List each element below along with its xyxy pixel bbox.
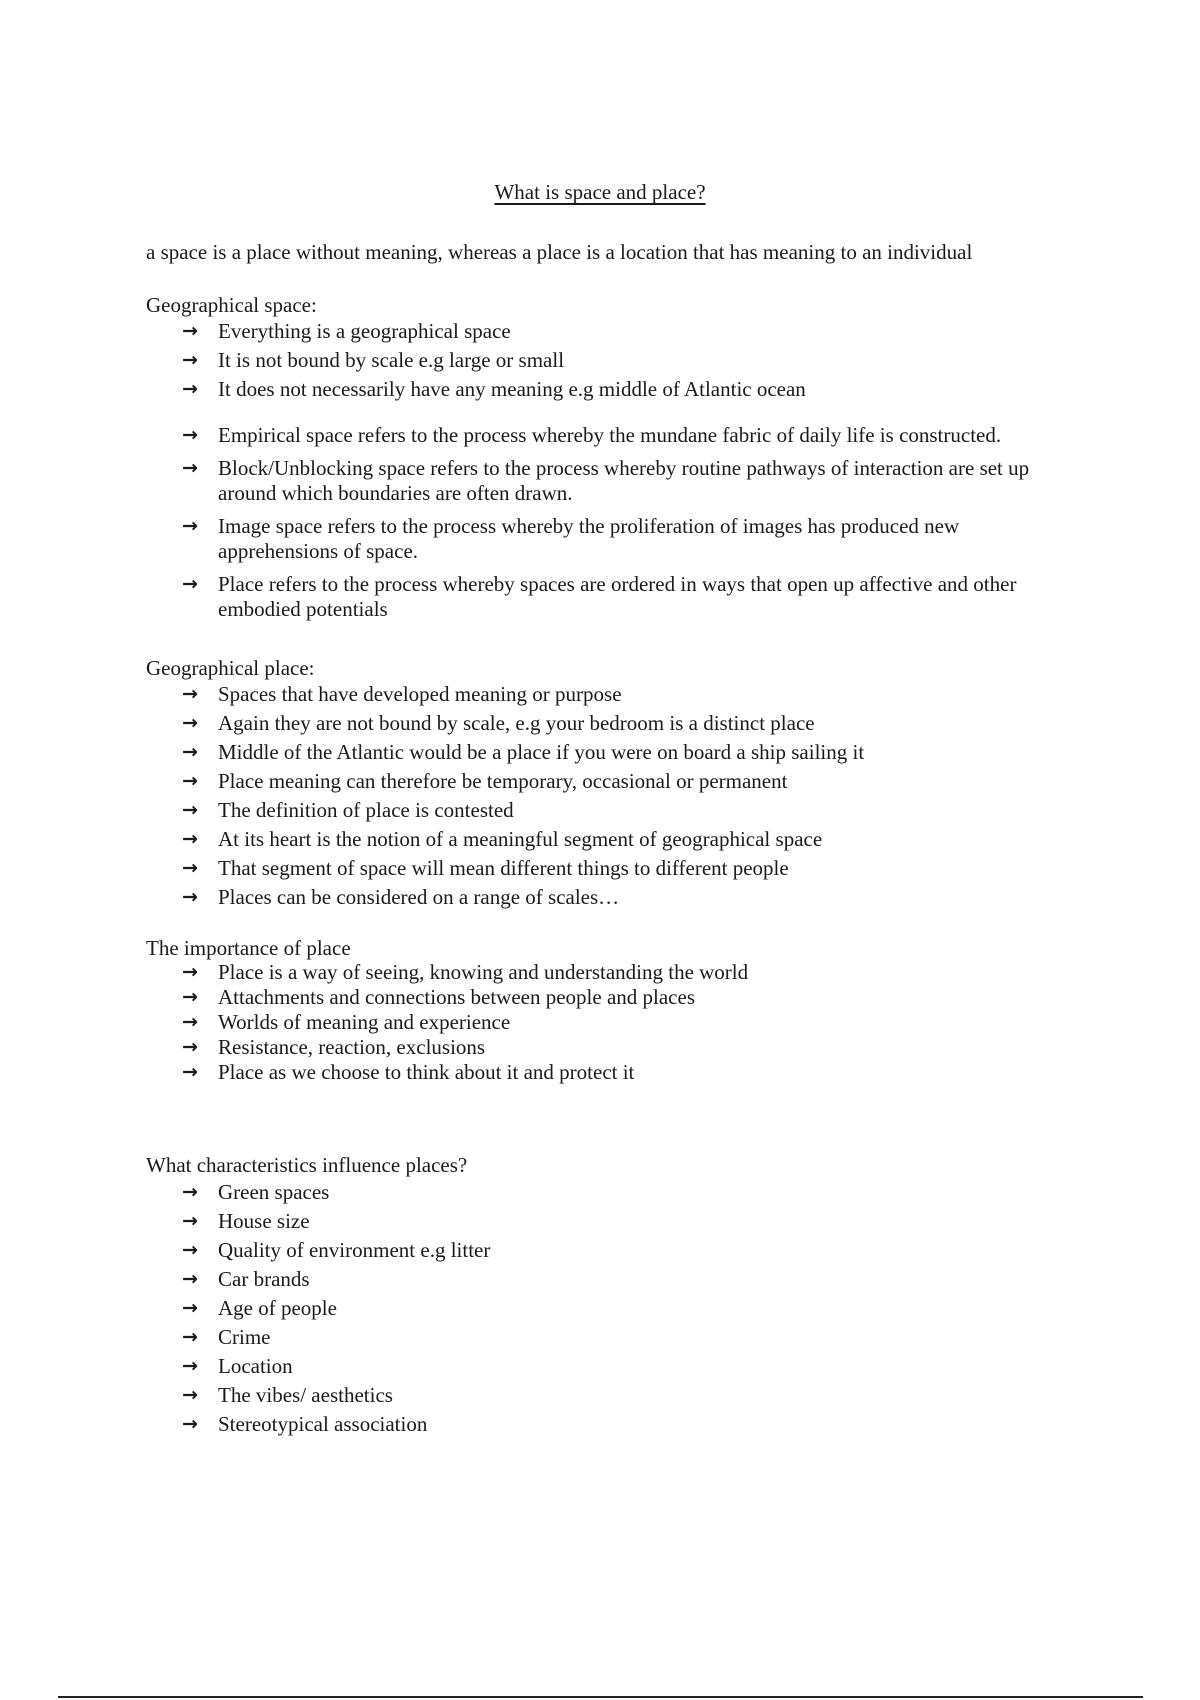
list-item-text: Spaces that have developed meaning or purpose [218, 682, 622, 706]
arrow-right-icon: → [182, 1384, 198, 1406]
list-item [182, 377, 1066, 402]
list-item [182, 348, 1066, 373]
list-item [182, 1238, 1066, 1263]
list-item [182, 1180, 1066, 1205]
list-item [182, 572, 1066, 622]
list-item [182, 827, 1066, 852]
footer-divider [58, 1696, 1143, 1698]
arrow-right-icon: → [182, 1061, 198, 1083]
list-item [182, 769, 1066, 794]
list-item [182, 319, 1066, 344]
section-characteristics [146, 1151, 1066, 1441]
list-item-text: Crime [218, 1325, 271, 1349]
list-item-text: Green spaces [218, 1180, 330, 1204]
arrow-right-icon: → [182, 1413, 198, 1435]
arrow-right-icon: → [182, 886, 198, 908]
arrow-right-icon: → [182, 1210, 198, 1232]
list-item-text: Again they are not bound by scale, e.g your bedroom is a distinct place [218, 711, 815, 735]
arrow-right-icon: → [182, 1239, 198, 1261]
section-geographical-space [146, 291, 1066, 406]
arrow-right-icon: → [182, 1011, 198, 1033]
arrow-right-icon: → [182, 378, 198, 400]
list-item-text: Block/Unblocking space refers to the process whereby routine pathways of interaction are set up around which boundaries are often drawn. [218, 456, 1030, 505]
section-heading: What characteristics influence places? [146, 1153, 468, 1177]
arrow-right-icon: → [182, 1326, 198, 1348]
list-item-text: It is not bound by scale e.g large or small [218, 348, 565, 372]
list-item [182, 1060, 1066, 1085]
section-heading: Geographical space: [146, 293, 317, 317]
list-item-text: Location [218, 1354, 293, 1378]
list-item-text: It does not necessarily have any meaning e.g middle of Atlantic ocean [218, 377, 806, 401]
list-item [182, 1267, 1066, 1292]
list-item [182, 1209, 1066, 1234]
arrow-right-icon: → [182, 573, 198, 595]
bullet-list [146, 423, 1066, 622]
arrow-right-icon: → [182, 320, 198, 342]
list-item [182, 798, 1066, 823]
list-item-text: Place refers to the process whereby spaces are ordered in ways that open up affective and other embodied potentials [218, 572, 1017, 621]
list-item-text: House size [218, 1209, 310, 1233]
list-item-text: Resistance, reaction, exclusions [218, 1035, 486, 1059]
list-item-text: The definition of place is contested [218, 798, 514, 822]
arrow-right-icon: → [182, 1268, 198, 1290]
list-item-text: Places can be considered on a range of scales… [218, 885, 620, 909]
list-item [182, 682, 1066, 707]
list-item [182, 885, 1066, 910]
list-item [182, 960, 1066, 985]
arrow-right-icon: → [182, 1355, 198, 1377]
bullet-list [146, 960, 1066, 1085]
arrow-right-icon: → [182, 515, 198, 537]
list-item [182, 1035, 1066, 1060]
arrow-right-icon: → [182, 961, 198, 983]
list-item-text: At its heart is the notion of a meaningful segment of geographical space [218, 827, 823, 851]
list-item [182, 711, 1066, 736]
arrow-right-icon: → [182, 1297, 198, 1319]
list-item [182, 1296, 1066, 1321]
arrow-right-icon: → [182, 770, 198, 792]
list-item-text: Worlds of meaning and experience [218, 1010, 511, 1034]
page-title [0, 178, 1200, 206]
list-item-text: Place meaning can therefore be temporary, occasional or permanent [218, 769, 788, 793]
arrow-right-icon: → [182, 683, 198, 705]
arrow-right-icon: → [182, 349, 198, 371]
list-item-text: Car brands [218, 1267, 310, 1291]
list-item-text: That segment of space will mean different things to different people [218, 856, 789, 880]
intro-text: a space is a place without meaning, whereas a place is a location that has meaning to an individual [146, 240, 973, 264]
list-item [182, 423, 1066, 448]
arrow-right-icon: → [182, 828, 198, 850]
arrow-right-icon: → [182, 799, 198, 821]
list-item [182, 514, 1066, 564]
arrow-right-icon: → [182, 1181, 198, 1203]
list-item [182, 1412, 1066, 1437]
list-item-text: Attachments and connections between people and places [218, 985, 695, 1009]
list-item-text: Empirical space refers to the process whereby the mundane fabric of daily life is constructed. [218, 423, 1002, 447]
arrow-right-icon: → [182, 712, 198, 734]
section-space-types [146, 423, 1066, 630]
page-title-text: What is space and place? [494, 180, 706, 204]
list-item-text: Quality of environment e.g litter [218, 1238, 491, 1262]
list-item [182, 985, 1066, 1010]
arrow-right-icon: → [182, 424, 198, 446]
list-item [182, 1010, 1066, 1035]
list-item-text: Everything is a geographical space [218, 319, 511, 343]
list-item-text: Age of people [218, 1296, 337, 1320]
section-geographical-place [146, 654, 1066, 914]
arrow-right-icon: → [182, 857, 198, 879]
list-item [182, 456, 1066, 506]
arrow-right-icon: → [182, 986, 198, 1008]
section-importance-of-place [146, 934, 1066, 1085]
list-item [182, 1354, 1066, 1379]
bullet-list [146, 319, 1066, 402]
bullet-list [146, 682, 1066, 910]
bullet-list [146, 1180, 1066, 1437]
list-item-text: Middle of the Atlantic would be a place if you were on board a ship sailing it [218, 740, 865, 764]
arrow-right-icon: → [182, 457, 198, 479]
section-heading: The importance of place [146, 936, 351, 960]
section-heading: Geographical place: [146, 656, 315, 680]
list-item [182, 856, 1066, 881]
list-item [182, 1383, 1066, 1408]
list-item-text: Image space refers to the process whereby the proliferation of images has produced new apprehensions of space. [218, 514, 960, 563]
arrow-right-icon: → [182, 1036, 198, 1058]
list-item-text: Place as we choose to think about it and protect it [218, 1060, 635, 1084]
list-item-text: Place is a way of seeing, knowing and understanding the world [218, 960, 749, 984]
list-item [182, 1325, 1066, 1350]
arrow-right-icon: → [182, 741, 198, 763]
list-item-text: The vibes/ aesthetics [218, 1383, 393, 1407]
list-item-text: Stereotypical association [218, 1412, 428, 1436]
list-item [182, 740, 1066, 765]
